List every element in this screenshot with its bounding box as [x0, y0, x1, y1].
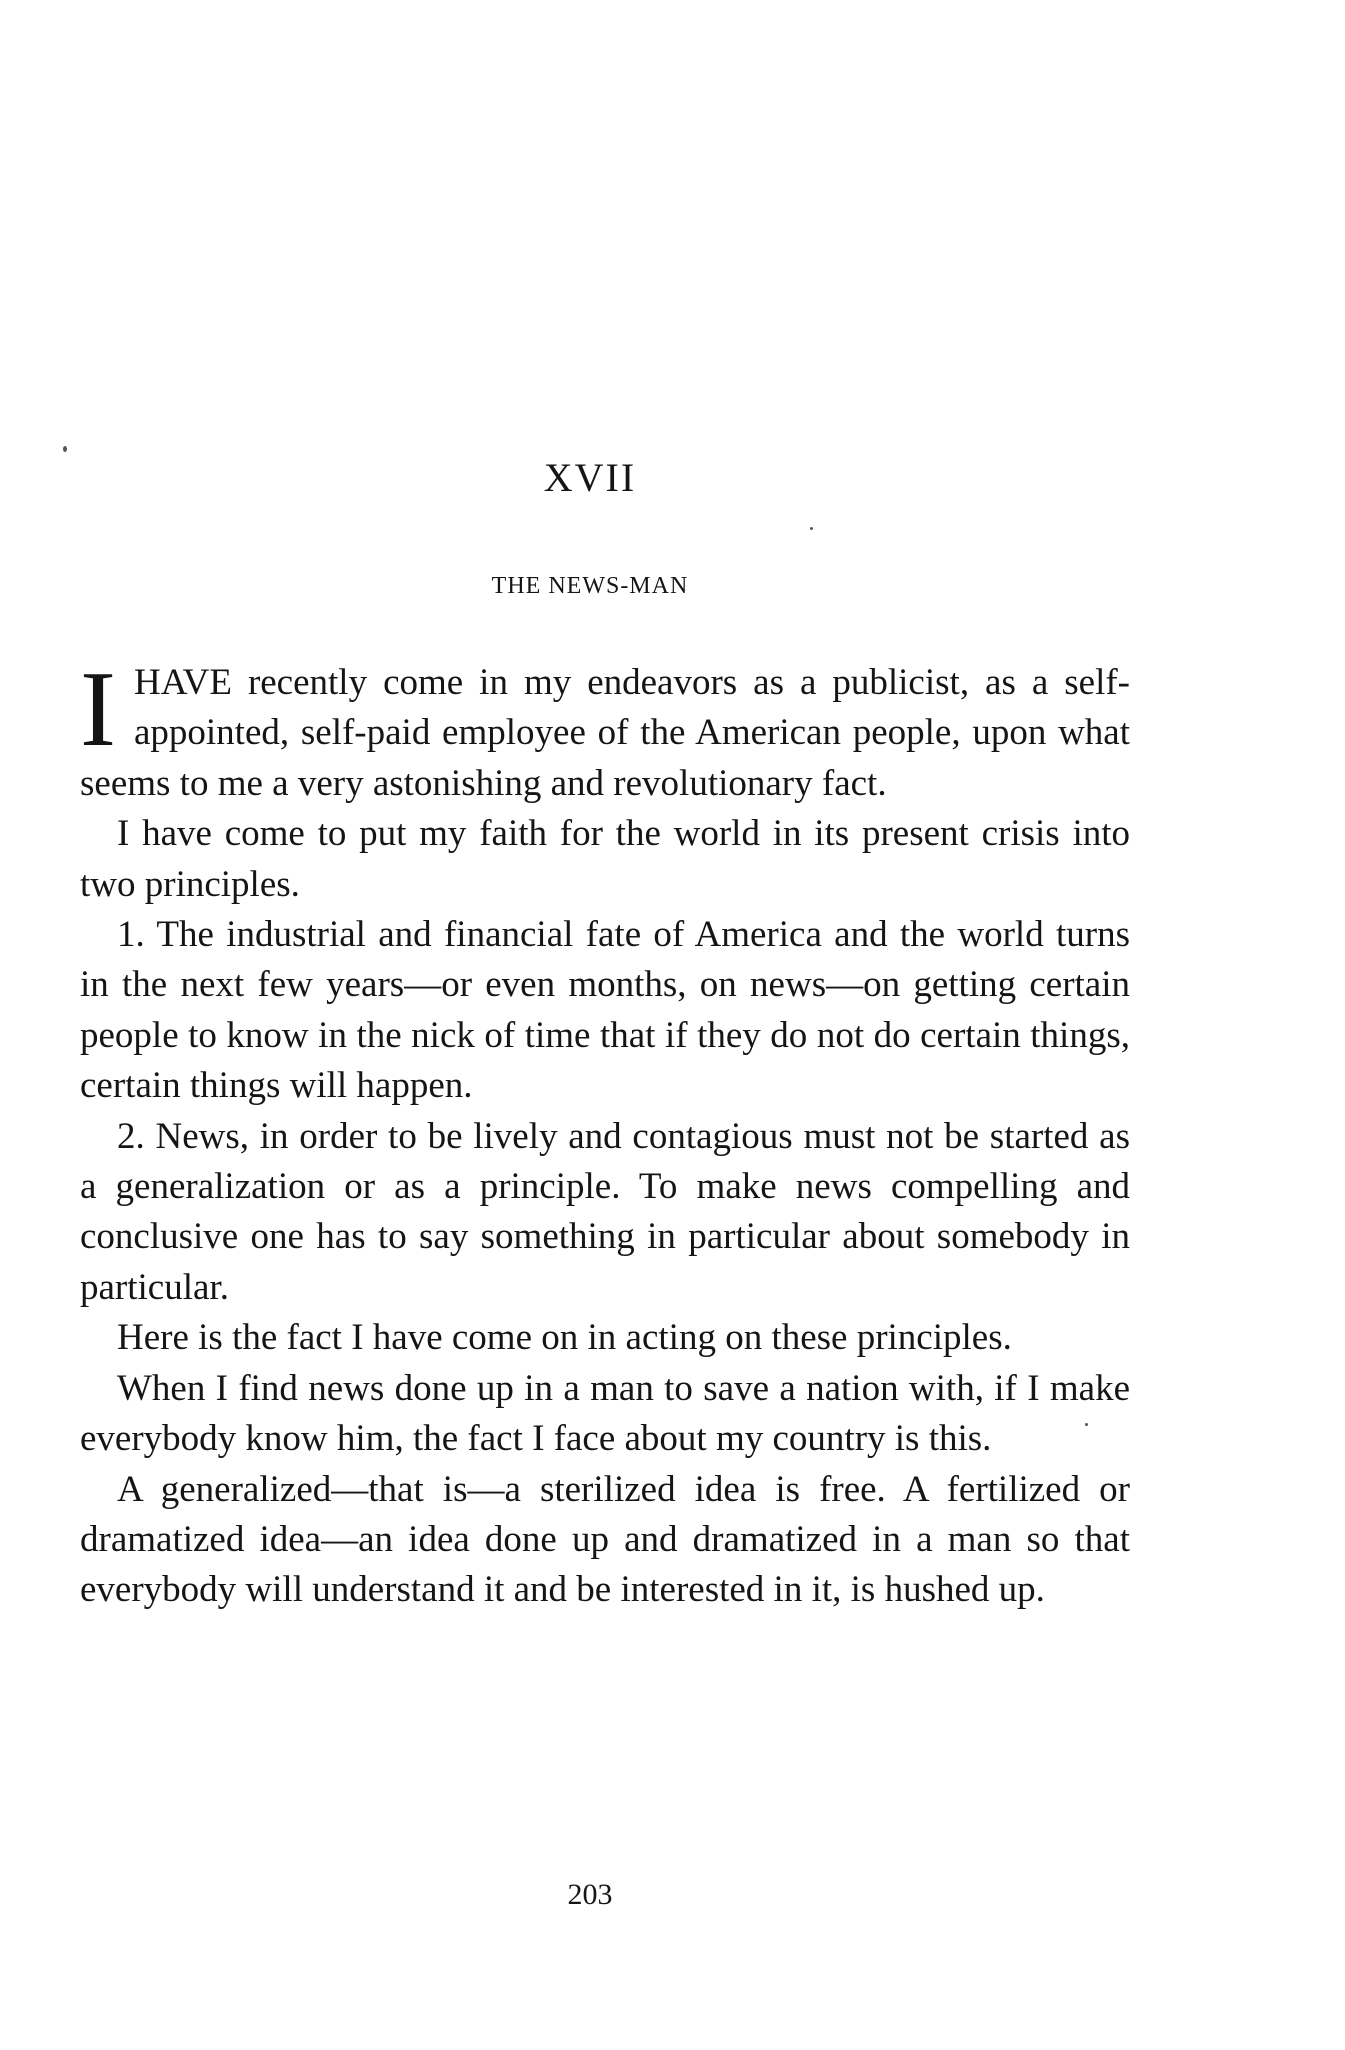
- ink-speck: [63, 446, 67, 452]
- paragraph-1: [80, 650, 1130, 809]
- page-number: 203: [567, 1878, 613, 1911]
- paragraph-2: I have come to put my faith for the world in its present crisis into two principles.: [80, 813, 1130, 905]
- chapter-title: THE NEWS-MAN: [491, 573, 689, 599]
- paragraph-7: A generalized—that is—a sterilized idea is free. A fertilized or dramatized idea—an idea done up and dramatized in a man so that everybody will understand it and be interested in it, is hushed up.: [80, 1468, 1130, 1611]
- ink-speck: [810, 527, 813, 530]
- drop-cap: I: [80, 650, 116, 769]
- chapter-number: XVII: [543, 455, 637, 500]
- paragraph-3: 1. The industrial and financial fate of America and the world turns in the next few years—or even months, on news—on getting certain people to know in the nick of time that if they do not do certain things, certain things will happen.: [80, 914, 1130, 1107]
- paragraph-6: When I find news done up in a man to save a nation with, if I make everybody know him, the fact I face about my country is this.: [80, 1367, 1130, 1460]
- paragraph-1-text: HAVE recently come in my endeavors as a publicist, as a self-appointed, self-paid employee of the American people, upon what seems to me a very astonishing and revolutionary fact.: [80, 662, 1130, 804]
- body-text: [80, 650, 1130, 1616]
- paragraph-5: Here is the fact I have come on in acting on these principles.: [117, 1317, 1012, 1359]
- paragraph-4: 2. News, in order to be lively and contagious must not be started as a generalization or as a principle. To make news compelling and conclusive one has to say something in particular about somebody in particular.: [80, 1115, 1130, 1308]
